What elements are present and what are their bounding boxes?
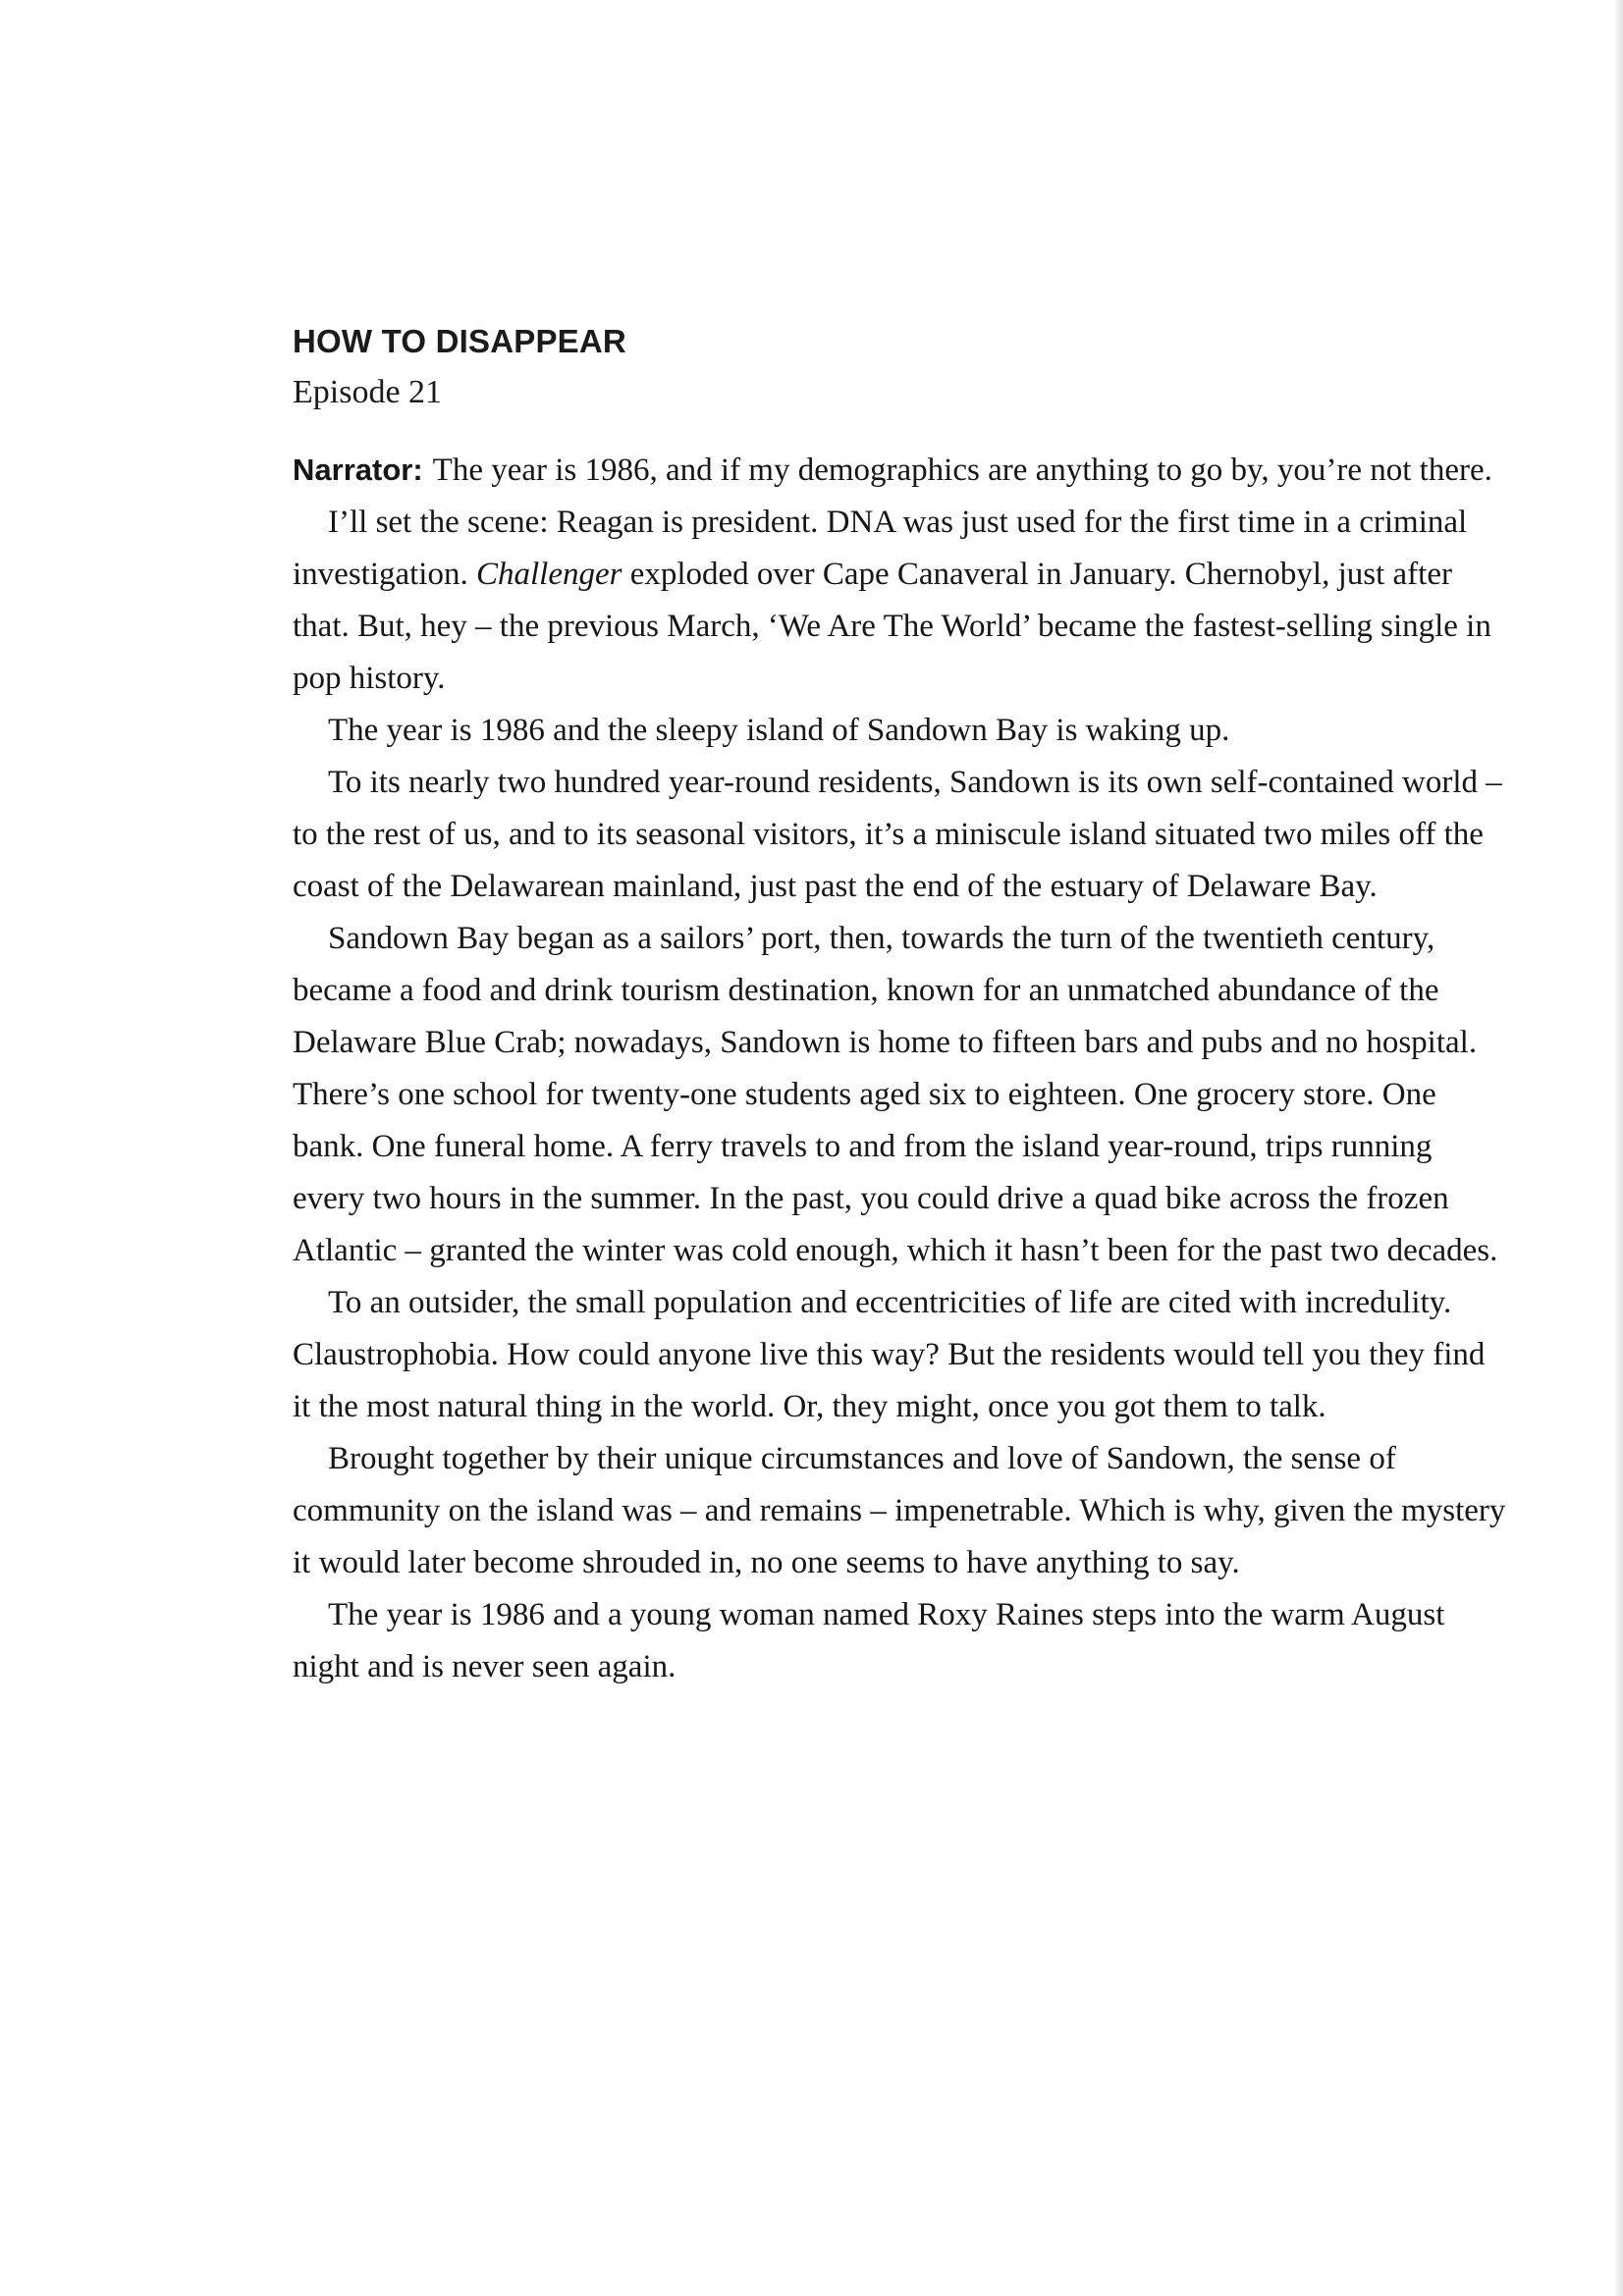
paragraph-8: The year is 1986 and a young woman named Roxy Raines steps into the warm August night and is never seen again. xyxy=(293,1597,1445,1684)
paragraph-5: Sandown Bay began as a sailors’ port, then, towards the turn of the twentieth century, became a food and drink tourism destination, known for an unmatched abundance of the Delaware Blue Crab; nowadays, Sandown is home to fifteen bars and pubs and no hospital. There’s one school for twenty-one students aged six to eighteen. One grocery store. One bank. One funeral home. A ferry travels to and from the island year-round, trips running every two hours in the summer. In the past, you could drive a quad bike across the frozen Atlantic – granted the winter was cold enough, which it hasn’t been for the past two decades. xyxy=(293,921,1498,1268)
paragraph-1 xyxy=(293,444,1510,497)
document-body xyxy=(293,316,1510,1693)
paragraph-1-text: The year is 1986, and if my demographics are anything to go by, you’re not there. xyxy=(432,453,1492,488)
paragraph-2-text-a: I’ll set the scene: Reagan is president. DNA was just used for the first time in a criminal investigation. xyxy=(293,505,1468,592)
paragraph-6: To an outsider, the small population and eccentricities of life are cited with incredulity. Claustrophobia. How could anyone live this way? But the residents would tell you they find it the most natural thing in the world. Or, they might, once you got them to talk. xyxy=(293,1285,1486,1424)
paragraph-3: The year is 1986 and the sleepy island of Sandown Bay is waking up. xyxy=(328,713,1230,748)
paragraph-7: Brought together by their unique circumstances and love of Sandown, the sense of community on the island was – and remains – impenetrable. Which is why, given the mystery it would later become shrouded in, no one seems to have anything to say. xyxy=(293,1441,1506,1580)
paragraph-2-italic: Challenger xyxy=(475,557,622,592)
paragraph-4: To its nearly two hundred year-round residents, Sandown is its own self-contained world – to the rest of us, and to its seasonal visitors, it’s a miniscule island situated two miles off the coast of the Delawarean mainland, just past the end of the estuary of Delaware Bay. xyxy=(293,765,1502,904)
paragraph-2-text-b: exploded over Cape Canaveral in January. Chernobyl, just after that. But, hey – the previous March, ‘We Are The World’ became the fastest-selling single in pop history. xyxy=(293,557,1491,696)
episode-label: Episode 21 xyxy=(293,374,443,410)
paragraph-2 xyxy=(293,497,1510,705)
document-title: HOW TO DISAPPEAR xyxy=(293,323,626,359)
page-edge-shadow xyxy=(1613,0,1623,2296)
speaker-label: Narrator: xyxy=(293,453,423,487)
